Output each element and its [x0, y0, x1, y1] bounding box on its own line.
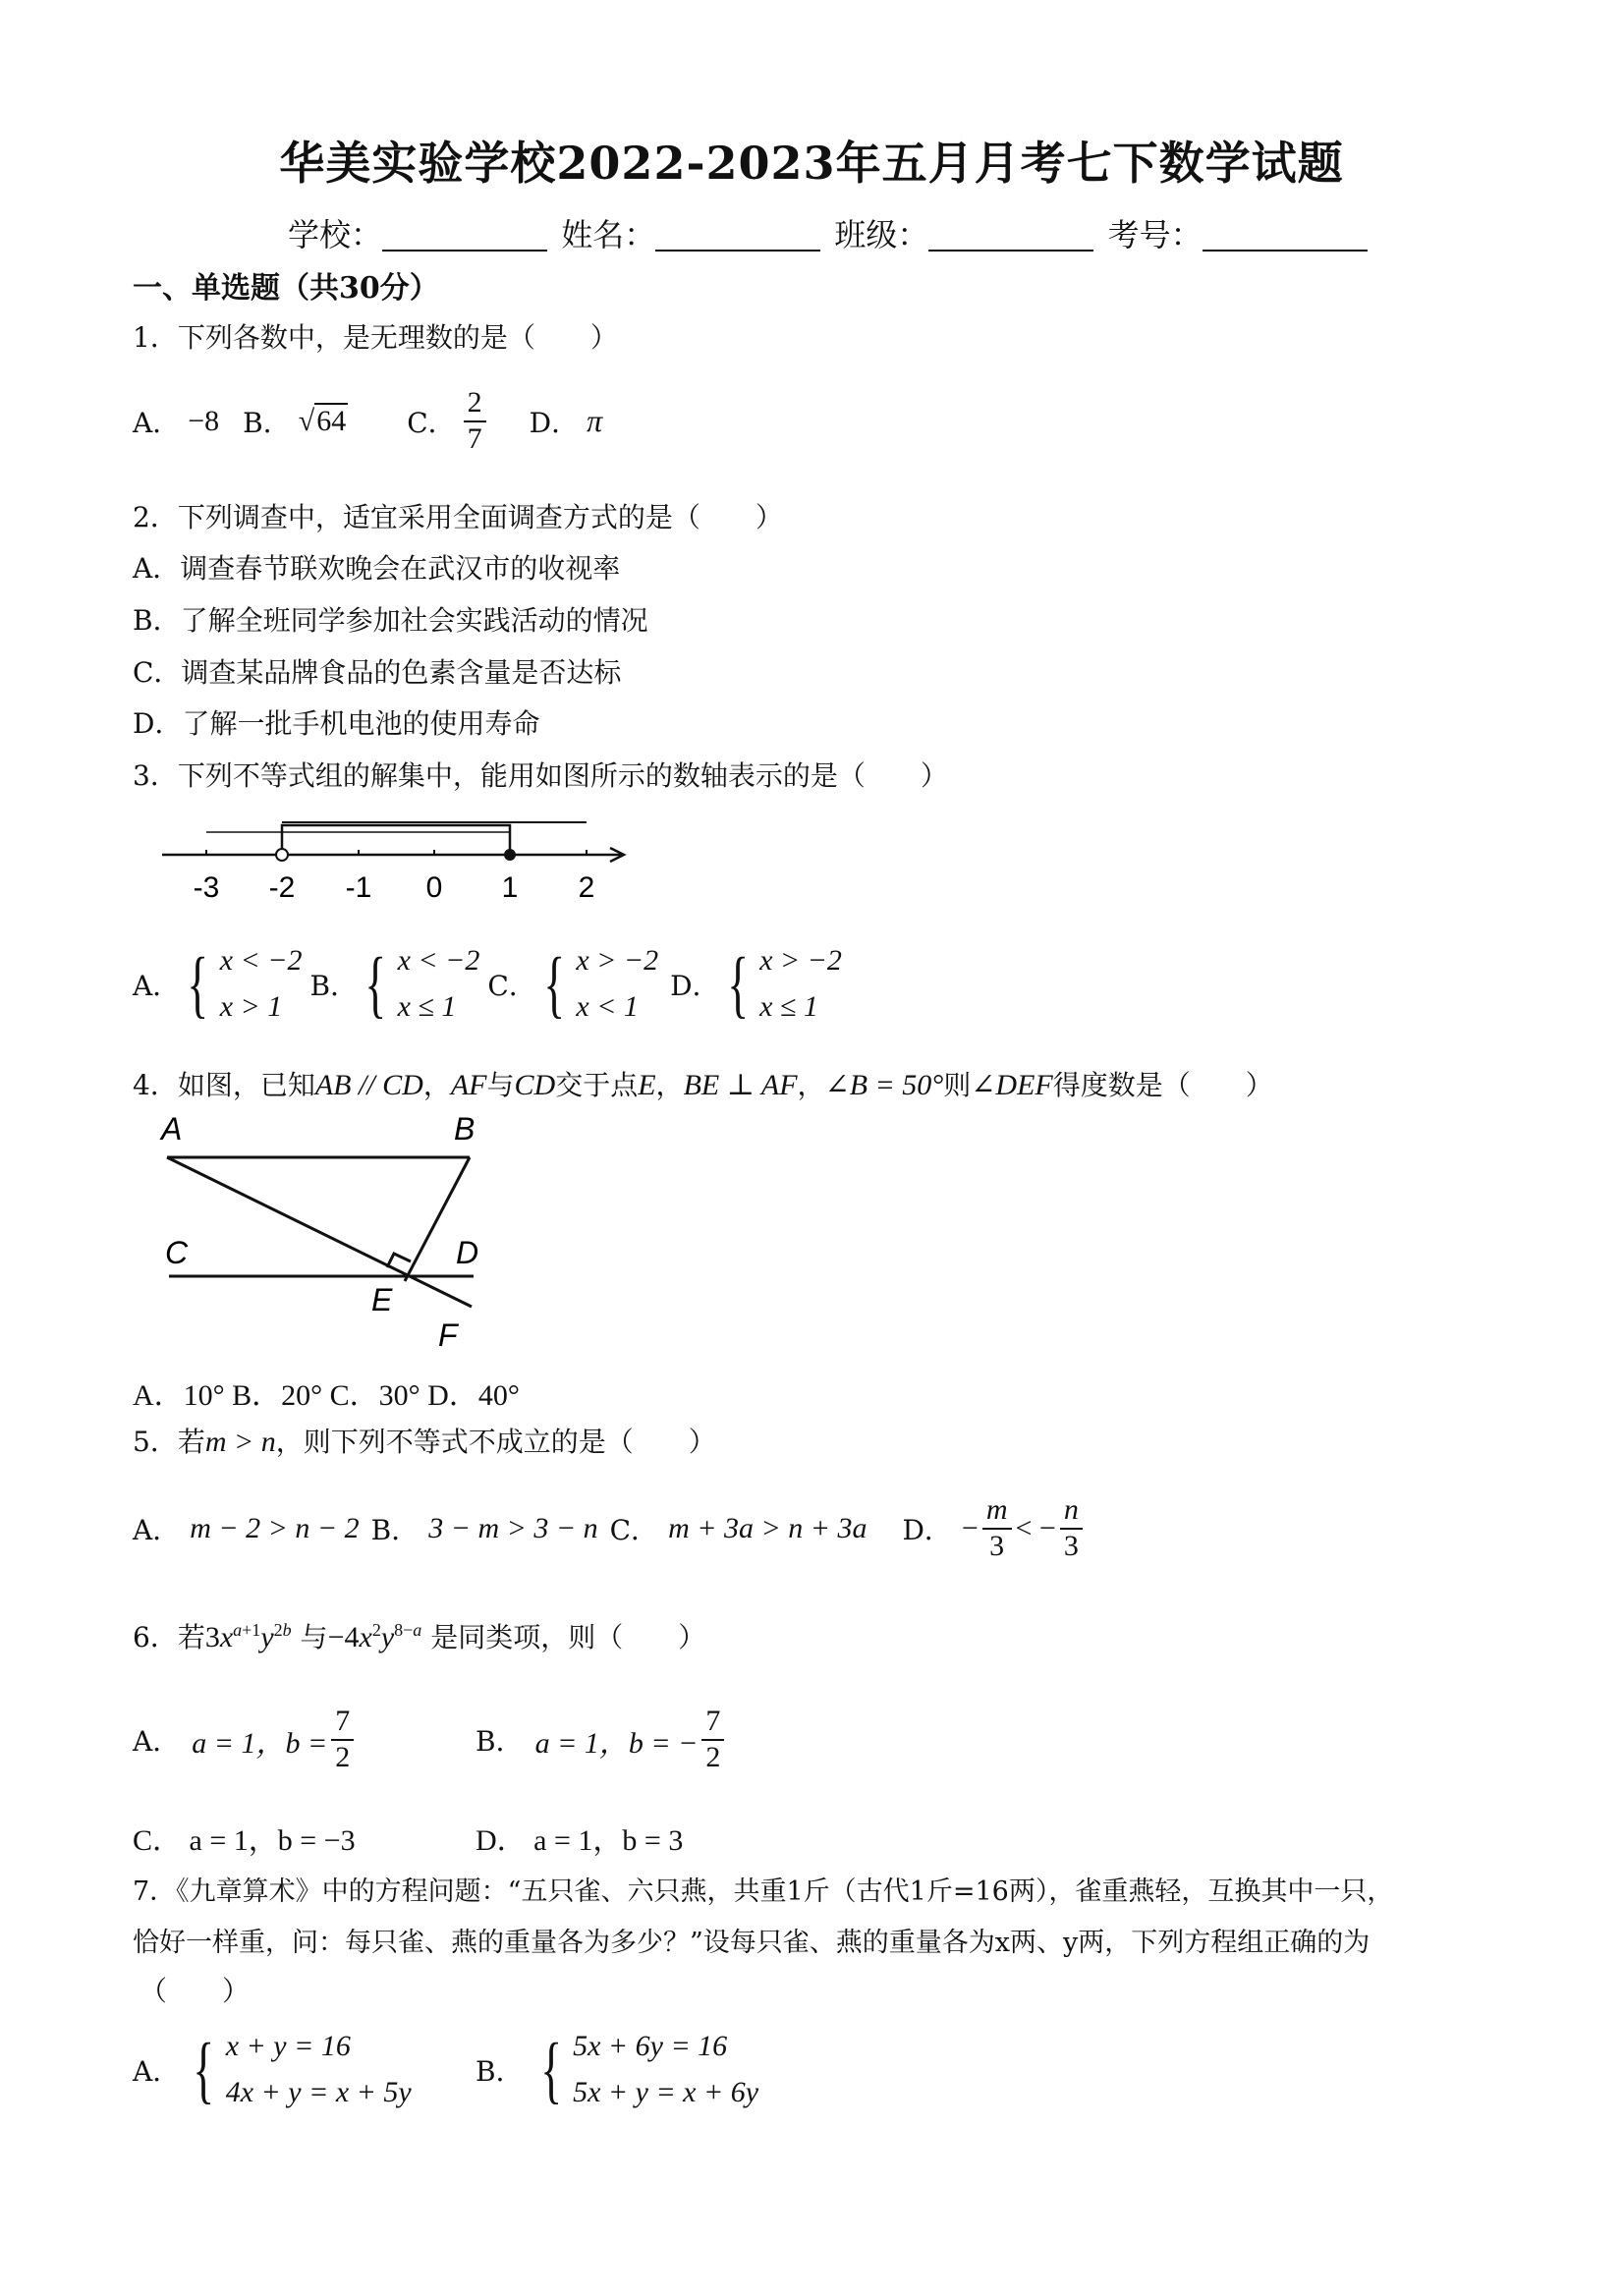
- q5-option-a: m − 2 > n − 2: [190, 1511, 360, 1544]
- q6-option-a-label: A．: [133, 1724, 181, 1758]
- q6-stem-pre: 6．若: [133, 1621, 205, 1653]
- point-label-d: D: [456, 1235, 479, 1270]
- question-3-stem: 3．下列不等式组的解集中，能用如图所示的数轴表示的是（ ）: [133, 759, 948, 792]
- question-3-options: [133, 938, 842, 1030]
- q7-a-line1: x + y = 16: [225, 2030, 351, 2062]
- q6-term-2: $-4x^2y^{8-a}$: [327, 1620, 422, 1653]
- q3-d-line2: x ≤ 1: [759, 989, 818, 1023]
- q7-option-b-label: B．: [476, 2054, 524, 2088]
- q5-option-b: 3 − m > 3 − n: [428, 1511, 598, 1544]
- class-label: 班级：: [834, 216, 929, 253]
- number-blank: [1203, 220, 1368, 252]
- student-info-line: [288, 210, 1371, 255]
- q1-option-d: π: [587, 403, 603, 438]
- q3-b-line2: x ≤ 1: [397, 989, 457, 1023]
- question-1-stem: 1．下列各数中，是无理数的是（ ）: [133, 321, 618, 354]
- q2-option-d: D．了解一批手机电池的使用寿命: [133, 707, 540, 740]
- q6-a-num: 7: [331, 1705, 354, 1741]
- q5-d-num1: m: [982, 1493, 1012, 1530]
- q1-option-b-label: B．: [243, 406, 291, 439]
- name-label: 姓名：: [561, 216, 656, 253]
- q2-option-b: B．了解全班同学参加社会实践活动的情况: [133, 604, 648, 637]
- section-heading: 一、单选题（共30分）: [133, 271, 439, 306]
- q2-option-c: C．调查某品牌食品的色素含量是否达标: [133, 656, 622, 689]
- q7-option-a-system: { x + y = 16 4x + y = x + 5y: [186, 2024, 411, 2115]
- q4-stem-text: ，: [422, 1069, 451, 1101]
- q6-b-num: 7: [701, 1705, 724, 1741]
- q6-option-d: D． a = 1，b = 3: [476, 1824, 684, 1857]
- q7-option-b: [476, 2024, 758, 2115]
- q3-a-line2: x > 1: [219, 989, 283, 1023]
- q7-b-line1: 5x + 6y = 16: [573, 2030, 728, 2062]
- q5-stem-post: ，则下列不等式不成立的是（ ）: [275, 1426, 716, 1458]
- page-title: 华美实验学校2022-2023年五月月考七下数学试题: [279, 137, 1344, 190]
- q1-option-a: −8: [188, 404, 220, 437]
- q4-math: AF: [450, 1069, 487, 1101]
- q5-option-d-label: D．: [902, 1513, 952, 1546]
- q5-d-num2: n: [1060, 1493, 1083, 1530]
- q3-c-line1: x > −2: [576, 944, 659, 977]
- q3-option-b-label: B．: [309, 969, 359, 1002]
- question-5-options: [133, 1493, 1083, 1563]
- q4-math: ∠DEF: [971, 1069, 1053, 1101]
- q4-math: CD: [514, 1069, 556, 1101]
- q3-option-c-label: C．: [487, 969, 536, 1002]
- q6-b-fraction: [701, 1705, 724, 1774]
- q3-d-line1: x > −2: [759, 944, 842, 977]
- number-line-figure: [152, 811, 644, 909]
- q5-d-fraction-1: [982, 1493, 1012, 1563]
- q1-option-a-label: A．: [133, 406, 181, 439]
- q6-b-den: 2: [705, 1740, 721, 1773]
- q3-option-b-system: { x < −2 x ≤ 1: [358, 938, 479, 1030]
- q4-stem-pre: 4．如图，已知: [133, 1069, 315, 1101]
- q4-stem-text: ，: [797, 1069, 825, 1101]
- q6-option-b-text: a = 1，b = −: [534, 1726, 699, 1760]
- q5-d-fraction-2: [1060, 1493, 1083, 1563]
- q1-option-b: √64: [298, 404, 347, 437]
- q5-option-c: m + 3a > n + 3a: [668, 1511, 867, 1544]
- tick-label: -2: [268, 871, 296, 904]
- q5-option-c-label: C．: [609, 1513, 659, 1546]
- q6-option-a-text: a = 1，b =: [192, 1726, 328, 1760]
- q4-stem-post: 得度数是（ ）: [1052, 1069, 1273, 1101]
- point-label-f: F: [438, 1317, 458, 1353]
- point-label-b: B: [454, 1111, 476, 1147]
- q1-c-denominator: 7: [467, 421, 482, 455]
- tick-label: 1: [501, 871, 519, 904]
- q3-c-line2: x < 1: [576, 989, 639, 1023]
- q4-stem-text: 则: [943, 1069, 972, 1101]
- school-label: 学校：: [288, 216, 383, 253]
- q7-line-2: 恰好一样重，问：每只雀、燕的重量各为多少？”设每只雀、燕的重量各为x两、y两，下列方程组正确的为: [133, 1928, 1371, 1958]
- q7-line-3: （ ）: [140, 1975, 251, 2007]
- q3-option-a-system: { x < −2 x > 1: [180, 938, 302, 1030]
- q5-d-minus: −: [961, 1511, 979, 1544]
- q6-option-b: [476, 1705, 724, 1774]
- point-label-a: A: [161, 1111, 183, 1147]
- question-6-stem: [133, 1616, 705, 1655]
- q4-math: E: [638, 1069, 656, 1101]
- q5-d-relation: < −: [1015, 1511, 1056, 1544]
- school-blank: [382, 220, 547, 252]
- point-label-c: C: [165, 1235, 189, 1270]
- q6-option-a: [133, 1705, 354, 1774]
- q6-stem-mid: 与: [300, 1621, 328, 1653]
- q3-option-c-system: { x > −2 x < 1: [536, 938, 658, 1030]
- q5-option-b-label: B．: [370, 1513, 420, 1546]
- q6-term-1: $3x^{a+1}y^{2b}$: [204, 1620, 292, 1653]
- q6-a-den: 2: [335, 1740, 351, 1773]
- q7-option-a: [133, 2024, 412, 2115]
- q7-line-1: 7．《九章算术》中的方程问题：“五只雀、六只燕，共重1斤（古代1斤=16两），雀重燕轻，互换其中一只，: [133, 1876, 1394, 1907]
- q4-math: ∠B = 50°: [824, 1069, 944, 1101]
- q4-stem-text: 与: [486, 1069, 515, 1101]
- tick-label: 0: [425, 871, 443, 904]
- q3-a-line1: x < −2: [219, 944, 303, 977]
- q2-option-a: A．调查春节联欢晚会在武汉市的收视率: [133, 552, 621, 585]
- q4-stem-text: 交于点: [555, 1069, 639, 1101]
- q5-stem-pre: 5．若: [133, 1426, 205, 1458]
- tick-label: -1: [345, 871, 372, 904]
- q1-option-d-label: D．: [529, 406, 580, 439]
- q7-a-line2: 4x + y = x + 5y: [225, 2075, 412, 2108]
- q5-d-den1: 3: [989, 1529, 1005, 1562]
- question-4-options: A．10° B．20° C．30° D．40°: [133, 1379, 520, 1412]
- tick-label: -3: [193, 871, 220, 904]
- q5-option-a-label: A．: [133, 1513, 181, 1546]
- q7-option-b-system: { 5x + 6y = 16 5x + y = x + 6y: [533, 2024, 758, 2115]
- q7-option-a-label: A．: [133, 2054, 181, 2088]
- q1-option-c-label: C．: [407, 406, 456, 439]
- q3-option-d-system: { x > −2 x ≤ 1: [720, 938, 842, 1030]
- point-label-e: E: [371, 1282, 393, 1317]
- question-4-stem: [133, 1064, 1273, 1103]
- q4-math: BE ⊥ AF: [683, 1069, 798, 1101]
- number-label: 考号：: [1107, 216, 1203, 253]
- q1-option-c-fraction: [464, 386, 486, 456]
- geometry-figure: [147, 1110, 501, 1356]
- question-5-stem: [133, 1421, 716, 1460]
- q6-option-b-label: B．: [476, 1724, 524, 1758]
- q1-radicand: 64: [316, 404, 347, 437]
- q3-option-a-label: A．: [133, 969, 181, 1002]
- question-1-options: [133, 386, 602, 456]
- q5-stem-math: m > n: [204, 1426, 276, 1458]
- q3-b-line1: x < −2: [397, 944, 480, 977]
- q4-math: AB // CD: [314, 1069, 423, 1101]
- q6-stem-post: 是同类项，则（ ）: [430, 1621, 706, 1653]
- q5-d-den2: 3: [1063, 1529, 1079, 1562]
- q7-b-line2: 5x + y = x + 6y: [573, 2075, 759, 2108]
- q4-stem-text: ，: [655, 1069, 684, 1101]
- question-2-stem: 2．下列调查中，适宜采用全面调查方式的是（ ）: [133, 501, 783, 533]
- q6-option-c: C． a = 1，b = −3: [133, 1824, 356, 1857]
- q3-option-d-label: D．: [670, 969, 720, 1002]
- class-blank: [928, 220, 1093, 252]
- q1-c-numerator: 2: [464, 386, 486, 422]
- tick-label: 2: [578, 871, 595, 904]
- name-blank: [655, 220, 820, 252]
- q6-a-fraction: [331, 1705, 354, 1774]
